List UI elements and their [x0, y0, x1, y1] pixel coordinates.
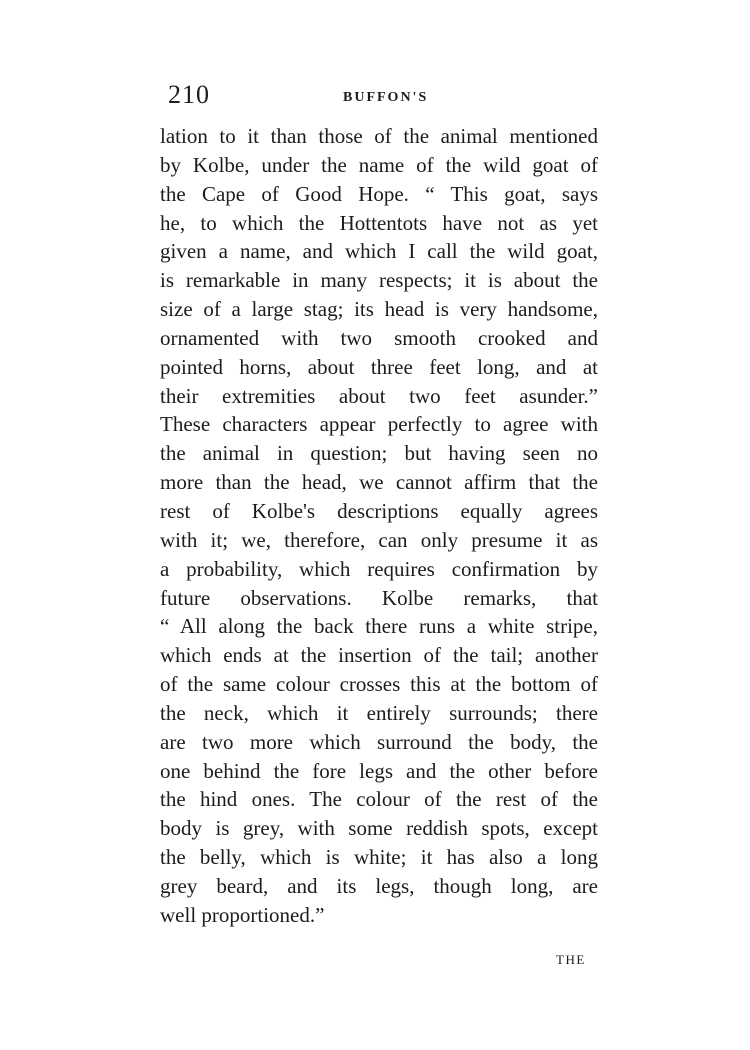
text-line: the neck, which it entirely surrounds; there [160, 700, 598, 725]
text-line: which ends at the insertion of the tail; another [160, 643, 598, 668]
text-line: pointed horns, about three feet long, and at [160, 354, 598, 379]
text-line: the hind ones. The colour of the rest of the [160, 787, 598, 812]
text-line: of the same colour crosses this at the bottom of [160, 672, 598, 697]
running-head: BUFFON'S [343, 90, 429, 105]
text-line: These characters appear perfectly to agree with [160, 412, 598, 437]
text-line: “ All along the back there runs a white stripe, [160, 614, 598, 639]
text-line: lation to it than those of the animal mentioned [160, 124, 598, 148]
text-line: by Kolbe, under the name of the wild goat of [160, 152, 598, 177]
text-line: the Cape of Good Hope. “ This goat, says [160, 181, 598, 206]
text-line: the animal in question; but having seen no [160, 441, 598, 466]
text-line: their extremities about two feet asunder.” [160, 383, 598, 408]
text-line: with it; we, therefore, can only presume it as [160, 527, 598, 552]
text-line: body is grey, with some reddish spots, except [160, 816, 598, 841]
text-line: he, to which the Hottentots have not as yet [160, 210, 598, 235]
page-number: 210 [168, 80, 210, 109]
text-line: is remarkable in many respects; it is about the [160, 268, 598, 293]
body-text [160, 122, 598, 930]
text-line: rest of Kolbe's descriptions equally agrees [160, 498, 598, 523]
text-line: the belly, which is white; it has also a long [160, 845, 598, 870]
text-line: a probability, which requires confirmation by [160, 556, 598, 581]
text-line: given a name, and which I call the wild goat, [160, 239, 598, 264]
catchword: THE [556, 952, 586, 967]
text-line: grey beard, and its legs, though long, are [160, 873, 598, 898]
text-line: are two more which surround the body, the [160, 729, 598, 754]
text-line: one behind the fore legs and the other before [160, 758, 598, 783]
text-line: size of a large stag; its head is very handsome, [160, 297, 598, 322]
text-line: ornamented with two smooth crooked and [160, 325, 598, 350]
text-line: future observations. Kolbe remarks, that [160, 585, 598, 610]
text-line: more than the head, we cannot affirm that the [160, 470, 598, 495]
text-line: well proportioned.” [160, 902, 325, 927]
